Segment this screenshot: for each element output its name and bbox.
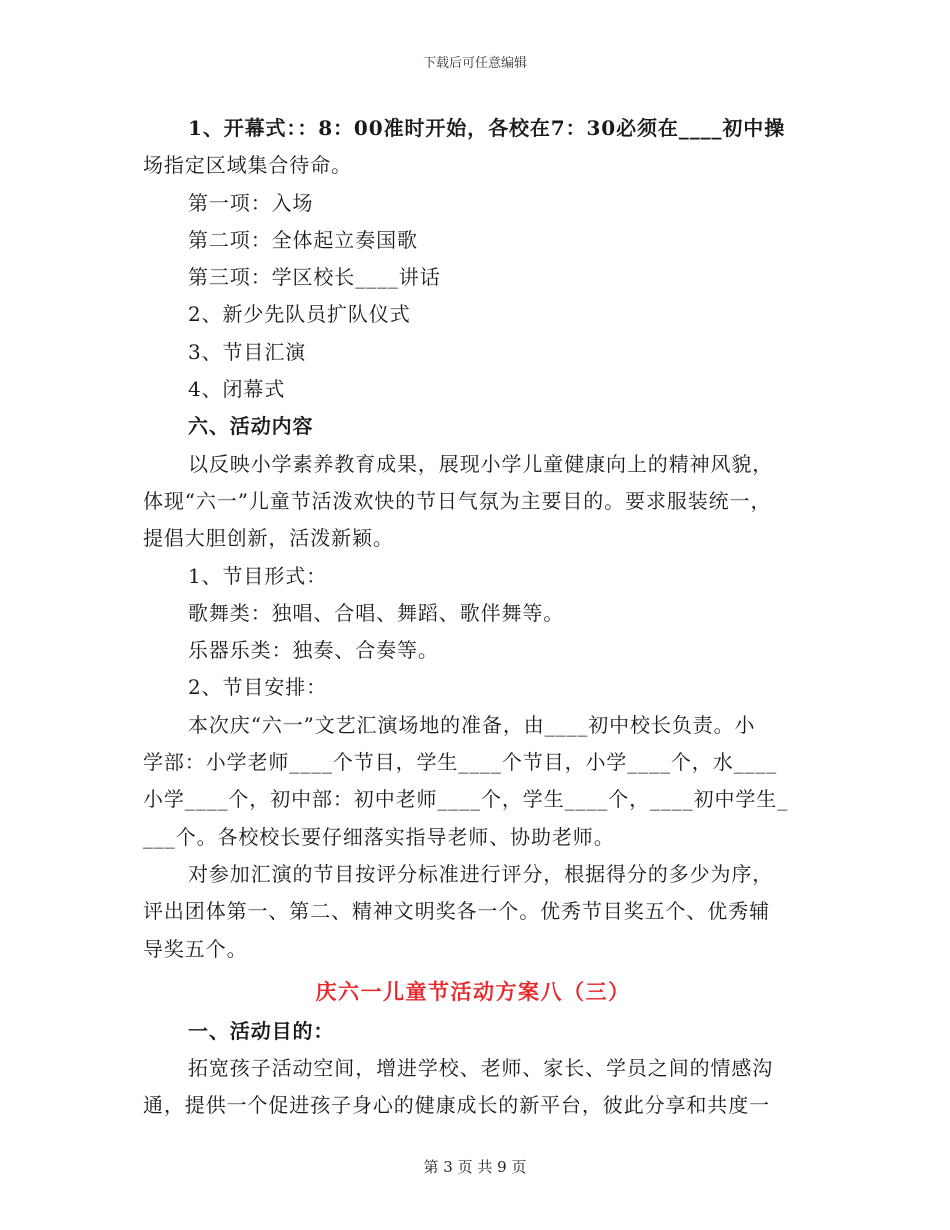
paragraph-line: 1、节目形式：	[188, 563, 328, 588]
paragraph-line: 评出团体第一、第二、精神文明奖各一个。优秀节目奖五个、优秀辅	[143, 899, 770, 924]
paragraph-line: 以反映小学素养教育成果，展现小学儿童健康向上的精神风貌，	[188, 451, 774, 476]
paragraph-line: 4、闭幕式	[188, 377, 286, 402]
paragraph-line: 第三项：学区校长____讲话	[188, 265, 441, 290]
section-heading: 六、活动内容	[188, 414, 314, 439]
paragraph-line: 2、节目安排：	[188, 675, 328, 700]
paragraph-line: 第二项：全体起立奏国歌	[188, 227, 418, 252]
paragraph-line: 3、节目汇演	[188, 339, 307, 364]
paragraph-line: 拓宽孩子活动空间，增进学校、老师、家长、学员之间的情感沟	[188, 1056, 774, 1081]
page-header: 下载后可任意编辑	[422, 56, 527, 71]
paragraph-line: 对参加汇演的节目按评分标准进行评分，根据得分的多少为序，	[188, 861, 774, 886]
paragraph-line: 歌舞类：独唱、合唱、舞蹈、歌伴舞等。	[188, 600, 565, 625]
paragraph-line: 提倡大胆创新，活泼新颖。	[143, 526, 394, 551]
paragraph-line: 小学____个，初中部：初中老师____个，学生____个，____初中学生_	[143, 787, 789, 812]
document-body	[143, 110, 803, 1125]
paragraph-line: 导奖五个。	[143, 936, 248, 961]
paragraph-line: 本次庆“六一”文艺汇演场地的准备，由____初中校长负责。小	[188, 712, 756, 737]
section-title: 庆六一儿童节活动方案八（三）	[315, 979, 631, 1004]
paragraph-line: 乐器乐类：独奏、合奏等。	[188, 638, 439, 663]
paragraph-line: 场指定区域集合待命。	[143, 153, 352, 178]
section-heading: 一、活动目的：	[188, 1018, 335, 1043]
paragraph-line: 学部：小学老师____个节目，学生____个节目，小学____个，水____	[143, 750, 778, 775]
paragraph-line: 通，提供一个促进孩子身心的健康成长的新平台，彼此分享和共度一	[143, 1093, 770, 1118]
paragraph-line: 体现“六一”儿童节活泼欢快的节日气氛为主要目的。要求服装统一，	[143, 488, 772, 513]
opening-ceremony-line: 1、开幕式：：8：00准时开始，各校在7：30必须在____初中操	[188, 116, 786, 140]
paragraph-line: 第一项：入场	[188, 190, 314, 215]
paragraph-line: ___个。各校校长要仔细落实指导老师、协助老师。	[143, 824, 615, 849]
paragraph-line: 2、新少先队员扩队仪式	[188, 302, 411, 327]
page-footer: 第 3 页 共 9 页	[423, 1158, 527, 1176]
